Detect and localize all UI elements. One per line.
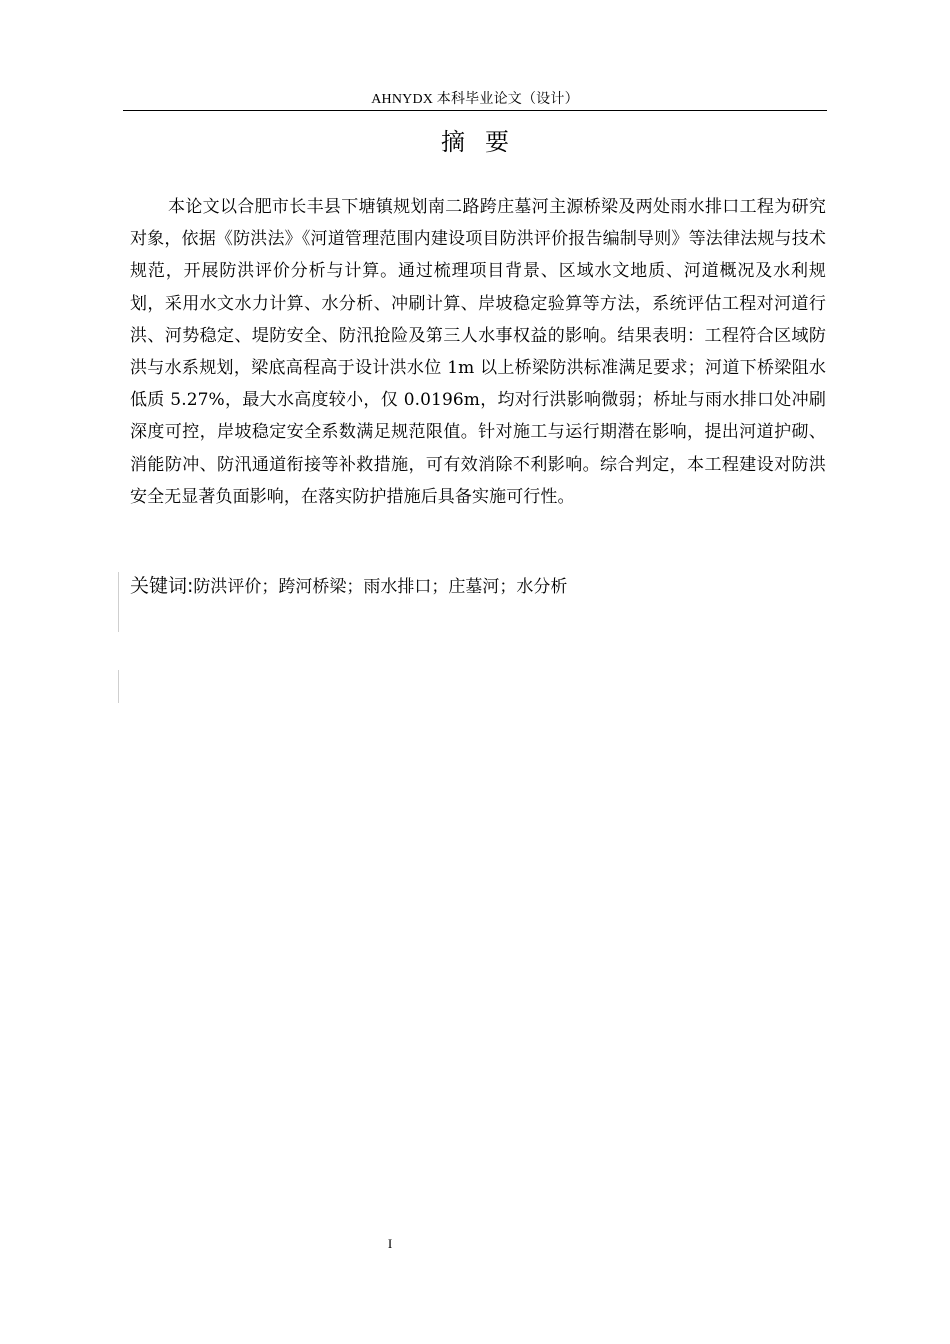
keywords-label: 关键词: — [130, 575, 194, 597]
abstract-title: 摘要 — [441, 128, 529, 156]
header-rule — [123, 110, 827, 111]
margin-change-bar — [118, 670, 119, 703]
keywords-line — [130, 570, 826, 603]
margin-change-bar — [118, 572, 119, 632]
abstract-body: 本论文以合肥市长丰县下塘镇规划南二路跨庄墓河主源桥梁及两处雨水排口工程为研究对象，依据《防洪法》《河道管理范围内建设项目防洪评价报告编制导则》等法律法规与技术规范，开展防洪评价分析与计算。通过梳理项目背景、区域水文地质、河道概况及水利规划，采用水文水力计算、水分析、冲刷计算、岸坡稳定验算等方法，系统评估工程对河道行洪、河势稳定、堤防安全、防汛抢险及第三人水事权益的影响。结果表明：工程符合区域防洪与水系规划，梁底高程高于设计洪水位 1m 以上桥梁防洪标准满足要求；河道下桥梁阻水低质 5.27%，最大水高度较小，仅 0.0196m，均对行洪影响微弱；桥址与雨水排口处冲刷深度可控，岸坡稳定安全系数满足规范限值。针对施工与运行期潜在影响，提出河道护砌、消能防冲、防汛通道衔接等补救措施，可有效消除不利影响。综合判定，本工程建设对防洪安全无显著负面影响，在落实防护措施后具备实施可行性。 — [130, 197, 826, 507]
running-header: AHNYDX 本科毕业论文（设计） — [371, 92, 579, 107]
keywords-value: 防洪评价；跨河桥梁；雨水排口；庄墓河；水分析 — [193, 577, 568, 597]
page-number: I — [387, 1236, 393, 1251]
